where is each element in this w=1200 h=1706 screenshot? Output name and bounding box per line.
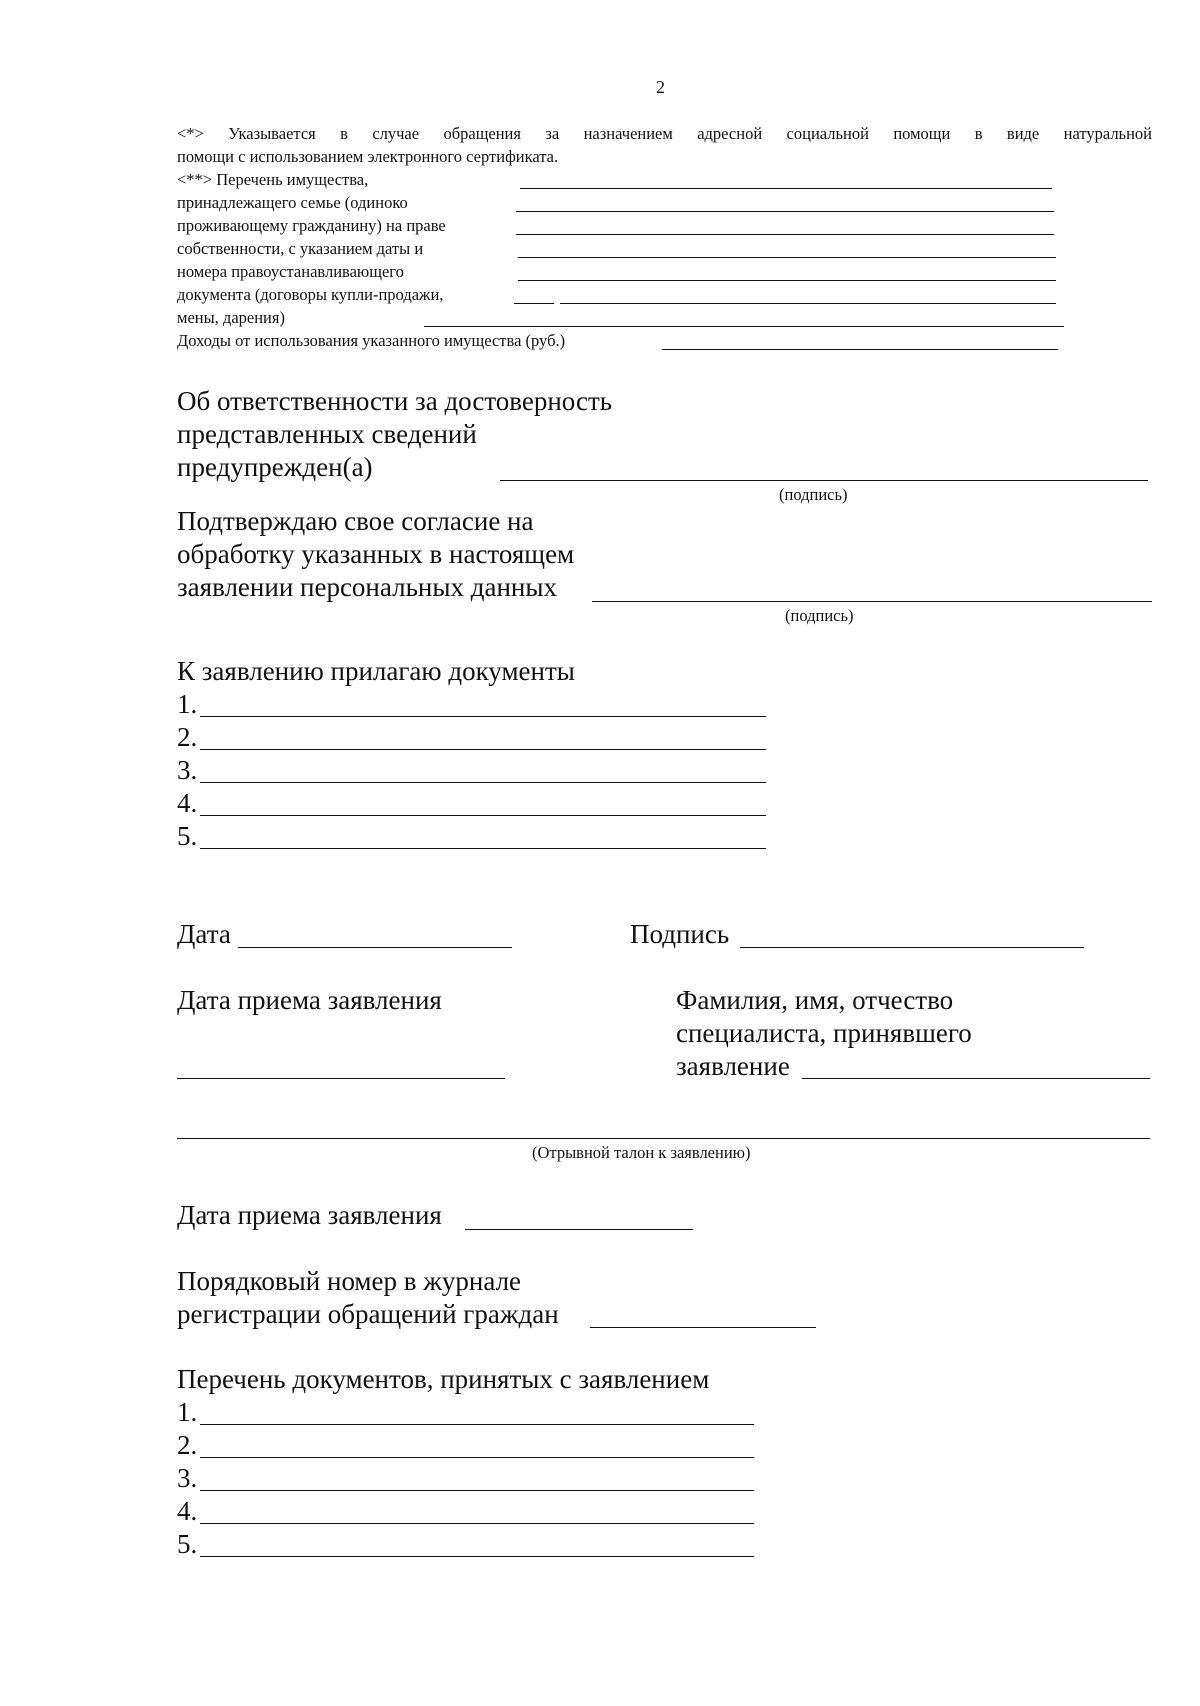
consent-signature-field[interactable] [592,601,1152,602]
attachment-number-3: 3. [177,755,198,785]
property-field-line-1[interactable] [520,188,1052,189]
property-label-line-2: принадлежащего семье (одиноко [177,193,408,212]
tear-off-date-label: Дата приема заявления [177,1200,442,1230]
property-income-label: Доходы от использования указанного имущества (руб.) [177,331,566,350]
journal-line-2: регистрации обращений граждан [177,1299,559,1329]
specialist-line-2: специалиста, принявшего [676,1018,972,1048]
consent-line-1: Подтверждаю свое согласие на [177,506,534,536]
attachment-field-3[interactable] [200,782,766,783]
responsibility-line-3: предупрежден(а) [177,452,373,482]
accepted-document-number-2: 2. [177,1430,198,1460]
attachment-number-1: 1. [177,689,198,719]
tear-off-line[interactable] [177,1138,1150,1139]
property-field-line-6a[interactable] [514,303,554,304]
accepted-document-number-4: 4. [177,1496,198,1526]
property-label-line-3: проживающему гражданину) на праве [177,216,446,235]
accepted-documents-title: Перечень документов, принятых с заявлением [177,1364,710,1394]
accepted-document-number-5: 5. [177,1529,198,1559]
responsibility-signature-caption: (подпись) [779,485,848,504]
tear-off-caption: (Отрывной талон к заявлению) [532,1143,751,1162]
accepted-document-field-2[interactable] [200,1457,754,1458]
responsibility-signature-field[interactable] [500,480,1148,481]
page-number: 2 [656,77,665,97]
consent-line-3: заявлении персональных данных [177,572,557,602]
specialist-line-1: Фамилия, имя, отчество [676,985,954,1015]
accepted-document-field-3[interactable] [200,1490,754,1491]
consent-signature-caption: (подпись) [785,606,854,625]
tear-off-date-field[interactable] [465,1229,693,1230]
journal-number-field[interactable] [590,1327,816,1328]
reception-date-label: Дата приема заявления [177,985,442,1015]
attachment-field-1[interactable] [200,716,766,717]
signature-label: Подпись [630,919,730,949]
signature-field[interactable] [740,947,1084,948]
responsibility-line-1: Об ответственности за достоверность [177,386,613,416]
property-field-line-7[interactable] [424,326,1064,327]
accepted-document-field-1[interactable] [200,1424,754,1425]
date-field[interactable] [238,947,512,948]
property-field-line-4[interactable] [518,257,1056,258]
property-field-line-2[interactable] [516,211,1054,212]
footnote-1-line-2: помощи с использованием электронного сертификата. [177,147,559,166]
attachment-number-2: 2. [177,722,198,752]
accepted-document-number-3: 3. [177,1463,198,1493]
footnote-1-line-1: <*> Указывается в случае обращения за назначением адресной социальной помощи в виде натуральной [177,124,1152,143]
attachment-field-4[interactable] [200,815,766,816]
property-label-line-1: <**> Перечень имущества, [177,170,369,189]
attachment-number-5: 5. [177,821,198,851]
property-label-line-7: мены, дарения) [177,308,285,327]
accepted-document-field-4[interactable] [200,1523,754,1524]
specialist-name-field[interactable] [802,1078,1150,1079]
property-label-line-4: собственности, с указанием даты и [177,239,424,258]
property-label-line-6: документа (договоры купли-продажи, [177,285,444,304]
attachment-field-2[interactable] [200,749,766,750]
property-income-field[interactable] [662,349,1058,350]
consent-line-2: обработку указанных в настоящем [177,539,575,569]
date-label: Дата [177,919,231,949]
journal-line-1: Порядковый номер в журнале [177,1266,522,1296]
attachment-field-5[interactable] [200,848,766,849]
reception-date-field[interactable] [177,1078,505,1079]
responsibility-line-2: представленных сведений [177,419,477,449]
specialist-line-3: заявление [676,1051,790,1081]
accepted-document-number-1: 1. [177,1397,198,1427]
property-field-line-5[interactable] [518,280,1056,281]
attachment-number-4: 4. [177,788,198,818]
accepted-document-field-5[interactable] [200,1556,754,1557]
property-field-line-6b[interactable] [560,303,1056,304]
property-field-line-3[interactable] [516,234,1054,235]
attachments-title: К заявлению прилагаю документы [177,656,575,686]
property-label-line-5: номера правоустанавливающего [177,262,404,281]
